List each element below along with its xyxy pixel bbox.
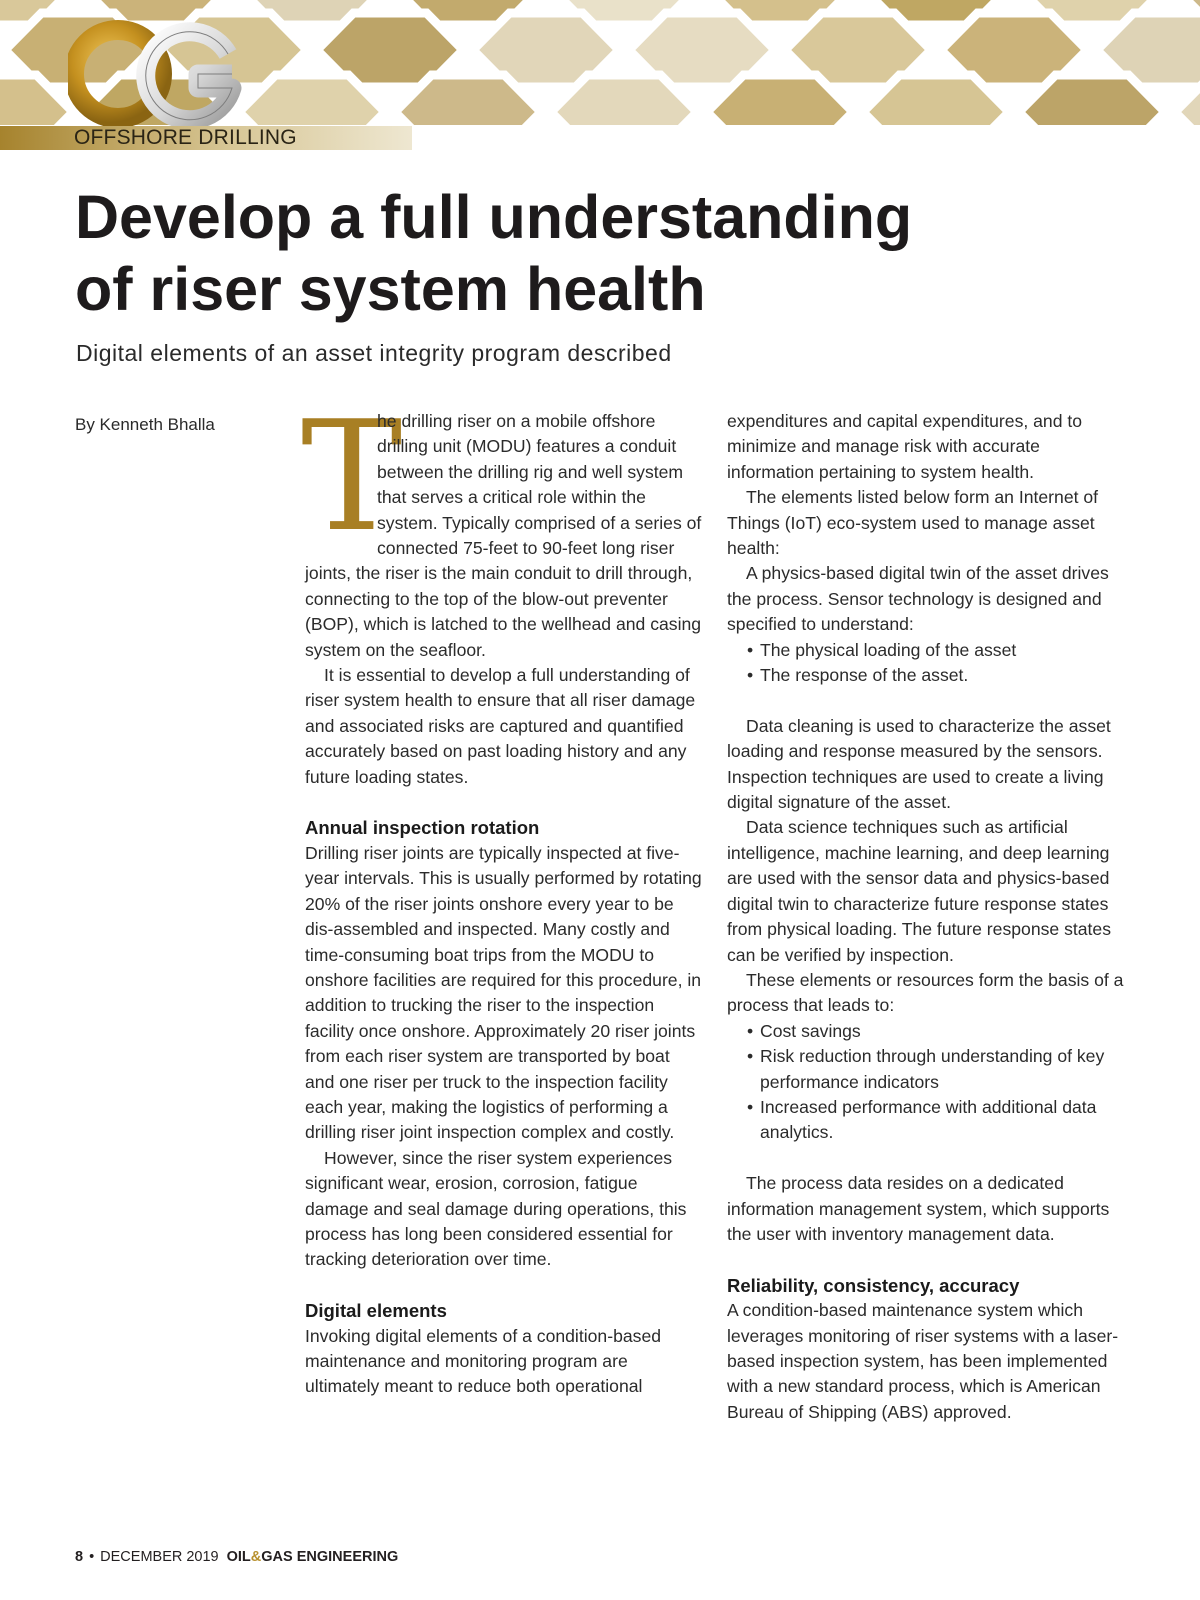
paragraph: However, since the riser system experiences significant wear, erosion, corrosion, fatigue damage and seal damage during operations, this process has long been considered essential for tracking deterioration over time. xyxy=(305,1147,687,1270)
paragraph: A physics-based digital twin of the asset drives the process. Sensor technology is designed and specified to understand: xyxy=(727,563,1109,635)
paragraph: Invoking digital elements of a condition-based maintenance and monitoring program are ultimately meant to reduce both operational xyxy=(305,1325,662,1397)
footer-separator: • xyxy=(89,1549,95,1565)
subheading-annual-inspection: Annual inspection rotation xyxy=(305,817,540,839)
drop-cap: T xyxy=(301,388,403,565)
svg-text:OG: OG xyxy=(68,18,70,19)
list-item: • The response of the asset. xyxy=(747,663,1127,688)
page-number: 8 xyxy=(75,1549,84,1565)
paragraph: The process data resides on a dedicated information management system, which supports the user with inventory management data. xyxy=(727,1173,1110,1244)
bullet-icon: • xyxy=(747,665,754,686)
list-item: • Cost savings xyxy=(747,1019,1127,1044)
paragraph-text: he drilling riser on a mobile offshore drilling unit (MODU) features a conduit between the drilling rig and well system that serves a critical role within the system. Typically comprised of a series of connected 75-feet to 90-feet long riser joints, the riser is the main conduit to drill through, connecting to the top of the blow-out preventer (BOP), which is latched to the wellhead and casing system on the seafloor. xyxy=(305,411,702,660)
paragraph: A condition-based maintenance system which leverages monitoring of riser systems with a laser-based inspection system, has been implemented with a new standard process, which is American Bureau of Shipping (ABS) approved. xyxy=(727,1300,1119,1422)
article-deck: Digital elements of an asset integrity program described xyxy=(76,340,672,366)
paragraph: It is essential to develop a full understanding of riser system health to ensure that all riser damage and associated risks are captured and quantified accurately based on past loading history and any future loading states. xyxy=(305,665,696,787)
bullet-icon: • xyxy=(747,1096,754,1117)
subheading-reliability: Reliability, consistency, accuracy xyxy=(727,1274,1020,1296)
page-footer xyxy=(75,1549,398,1565)
paragraph xyxy=(301,388,703,663)
byline: By Kenneth Bhalla xyxy=(75,415,215,434)
section-label: OFFSHORE DRILLING xyxy=(74,126,297,149)
paragraph: Drilling riser joints are typically inspected at five-year intervals. This is usually performed by rotating 20% of the riser joints onshore every year to be dis-assembled and inspected. Many costly and time-consuming boat trips from the MODU to onshore facilities are required for this procedure, in addition to trucking the riser to the inspection facility once onshore. Approximately 20 riser joints from each riser system are transported by boat and one riser per truck to the inspection facility each year, making the logistics of performing a drilling riser joint inspection complex and costly. xyxy=(305,842,702,1143)
issue-date: DECEMBER 2019 xyxy=(100,1549,219,1565)
article-title xyxy=(75,181,1135,325)
og-logo xyxy=(68,18,243,130)
bullet-list-sensors xyxy=(727,638,1127,689)
title-line-2: of riser system health xyxy=(75,255,706,323)
article-column-2 xyxy=(727,409,1127,1425)
bullet-icon: • xyxy=(747,1020,754,1041)
list-item: • Risk reduction through understanding of key performance indicators xyxy=(747,1046,1105,1092)
bullet-icon: • xyxy=(747,1046,754,1067)
subheading-digital-elements: Digital elements xyxy=(305,1300,447,1322)
bullet-list-benefits xyxy=(727,1019,1127,1146)
title-line-1: Develop a full understanding xyxy=(75,183,913,251)
list-item: • The physical loading of the asset xyxy=(747,638,1127,663)
list-item: • Increased performance with additional data analytics. xyxy=(747,1096,1097,1143)
paragraph: Data cleaning is used to characterize the asset loading and response measured by the sensors. Inspection techniques are used to create a living digital signature of the asset. xyxy=(727,715,1111,813)
paragraph: These elements or resources form the basis of a process that leads to: xyxy=(727,969,1124,1016)
bullet-icon: • xyxy=(747,639,754,660)
article-column-1 xyxy=(301,388,703,1400)
paragraph: The elements listed below form an Internet of Things (IoT) eco-system used to manage asset health: xyxy=(727,487,1099,559)
paragraph: expenditures and capital expenditures, and to minimize and manage risk with accurate information pertaining to system health. xyxy=(727,411,1083,482)
publication-name: OIL&GAS ENGINEERING xyxy=(226,1549,399,1565)
paragraph: Data science techniques such as artificial intelligence, machine learning, and deep learning are used with the sensor data and physics-based digital twin to characterize future response states from physical loading. The future response states can be verified by inspection. xyxy=(727,817,1112,965)
